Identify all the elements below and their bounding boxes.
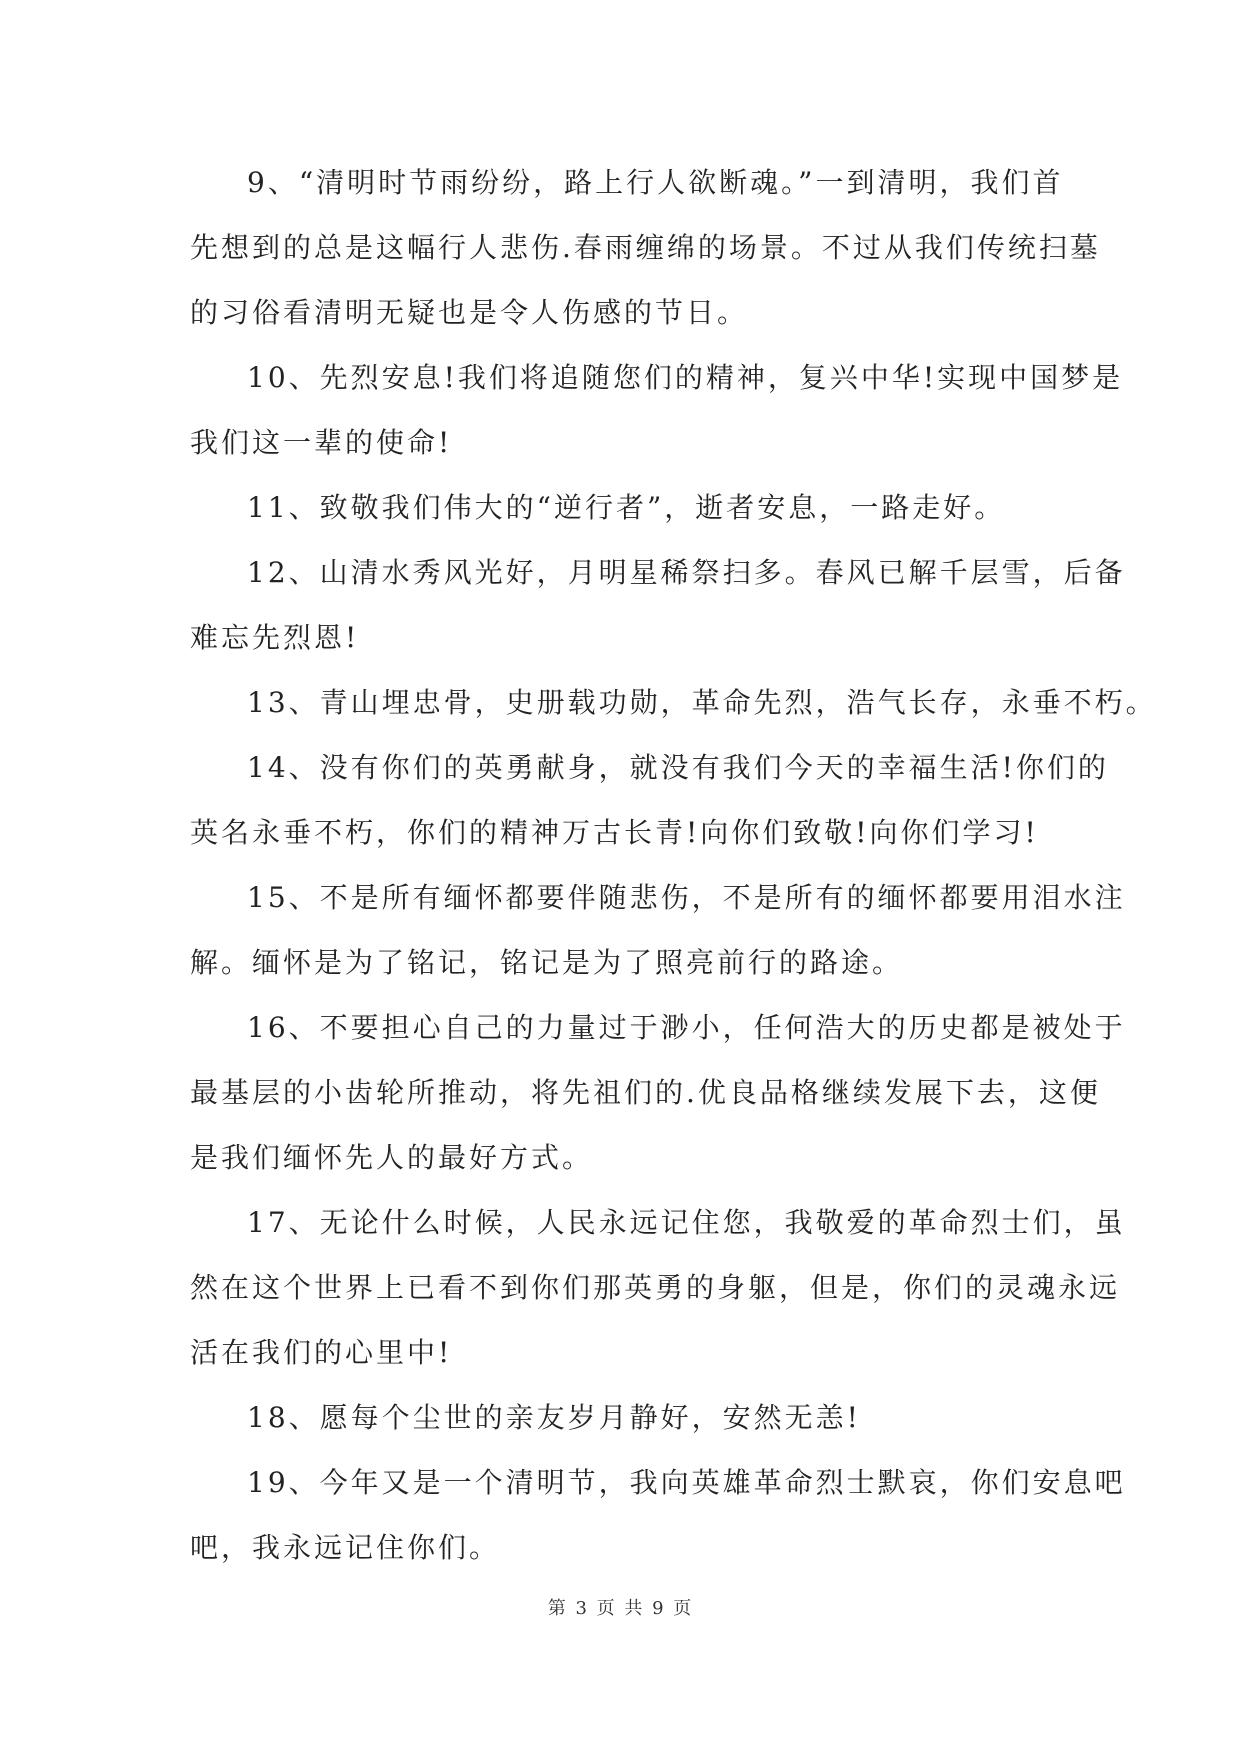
paragraph-line: 15、不是所有缅怀都要伴随悲伤，不是所有的缅怀都要用泪水注: [247, 881, 1126, 914]
paragraph-14: [190, 735, 1109, 865]
page-number-footer: 第 3 页 共 9 页: [547, 1598, 694, 1619]
paragraph-line: 14、没有你们的英勇献身，就没有我们今天的幸福生活!你们的: [247, 751, 1109, 784]
paragraph-15: [190, 865, 1126, 995]
paragraph-line: 难忘先烈恩!: [190, 621, 360, 654]
paragraph-line: 然在这个世界上已看不到你们那英勇的身躯，但是，你们的灵魂永远: [190, 1271, 1121, 1304]
paragraph-line: 我们这一辈的使命!: [190, 426, 453, 459]
paragraph-19: [190, 1450, 1126, 1580]
paragraph-line: 英名永垂不朽，你们的精神万古长青!向你们致敬!向你们学习!: [190, 816, 1039, 849]
paragraph-17: [190, 1190, 1126, 1385]
paragraph-18: [190, 1385, 1054, 1450]
paragraph-line: 活在我们的心里中!: [190, 1336, 453, 1369]
paragraph-line: 16、不要担心自己的力量过于渺小，任何浩大的历史都是被处于: [247, 1011, 1126, 1044]
paragraph-10: [190, 345, 1124, 475]
paragraph-line: 13、青山埋忠骨，史册载功勋，革命先烈，浩气长存，永垂不朽。: [247, 686, 1157, 719]
paragraph-line: 吧，我永远记住你们。: [190, 1531, 501, 1564]
paragraph-16: [190, 995, 1126, 1190]
paragraph-line: 19、今年又是一个清明节，我向英雄革命烈士默哀，你们安息吧: [247, 1466, 1126, 1499]
paragraph-line: 9、“清明时节雨纷纷，路上行人欲断魂。”一到清明，我们首: [247, 166, 1064, 199]
paragraph-line: 11、致敬我们伟大的“逆行者”，逝者安息，一路走好。: [247, 491, 1006, 524]
paragraph-13: [190, 670, 1157, 735]
paragraph-line: 17、无论什么时候，人民永远记住您，我敬爱的革命烈士们，虽: [247, 1206, 1126, 1239]
paragraph-line: 12、山清水秀风光好，月明星稀祭扫多。春风已解千层雪，后备: [247, 556, 1126, 589]
paragraph-line: 解。缅怀是为了铭记，铭记是为了照亮前行的路途。: [190, 946, 904, 979]
paragraph-line: 最基层的小齿轮所推动，将先祖们的.优良品格继续发展下去，这便: [190, 1076, 1101, 1109]
paragraph-line: 18、愿每个尘世的亲友岁月静好，安然无恙!: [247, 1401, 861, 1434]
paragraph-line: 先想到的总是这幅行人悲伤.春雨缠绵的场景。不过从我们传统扫墓: [190, 231, 1101, 264]
paragraph-11: [190, 475, 1054, 540]
paragraph-line: 的习俗看清明无疑也是令人伤感的节日。: [190, 296, 749, 329]
document-body: [190, 150, 1157, 1580]
paragraph-9: [190, 150, 1101, 345]
paragraph-line: 是我们缅怀先人的最好方式。: [190, 1141, 594, 1174]
paragraph-12: [190, 540, 1126, 670]
paragraph-line: 10、先烈安息!我们将追随您们的精神，复兴中华!实现中国梦是: [247, 361, 1124, 394]
